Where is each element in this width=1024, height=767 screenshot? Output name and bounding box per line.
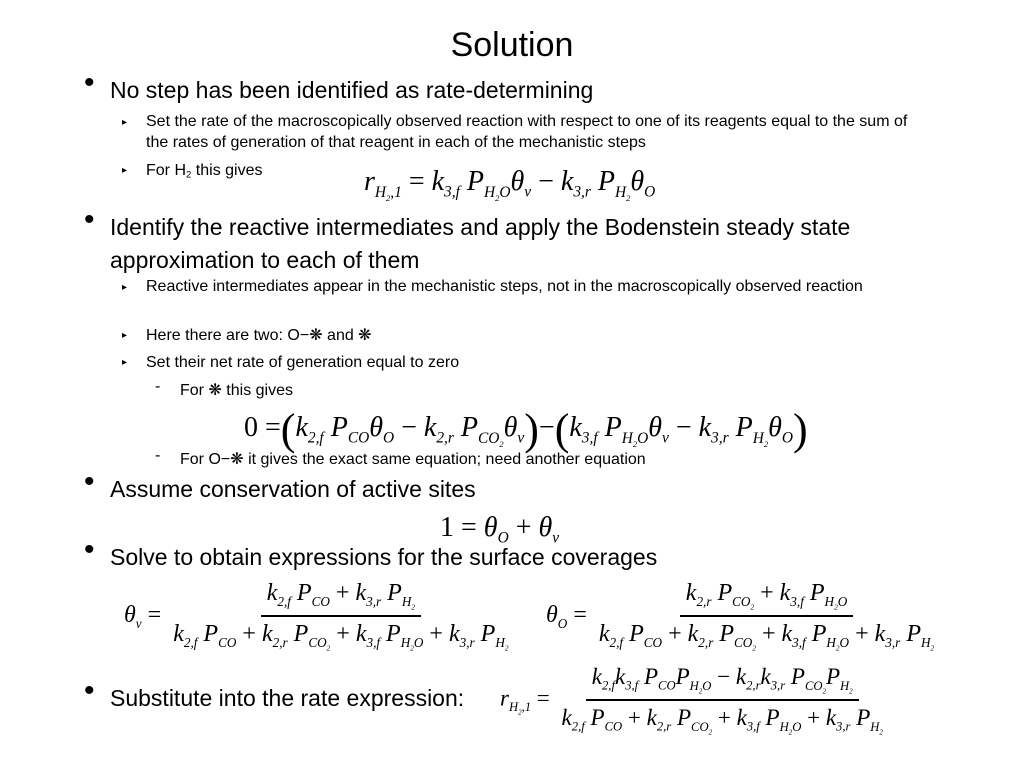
bullet-reactive-intermediates: Identify the reactive intermediates and apply the Bodenstein steady state approximation to each of them [110, 214, 851, 273]
bullet-dot-icon: • [84, 674, 95, 707]
sub-bullet-for-h2: For H2 this gives [146, 162, 263, 181]
triangle-right-icon: ▸ [122, 282, 128, 293]
dash-icon: - [155, 378, 161, 395]
sub-bullet-intermediates-appear: Reactive intermediates appear in the mechanistic steps, not in the macroscopically observed reaction [146, 278, 863, 295]
bullet-substitute: Substitute into the rate expression: [110, 685, 465, 711]
dash-icon: - [155, 447, 161, 464]
sub-sub-for-o-star: For O−❋ it gives the exact same equation; need another equation [180, 451, 646, 468]
final-rate-equation: $r_{H_2,1}$ = $\frac{k_{2,f}k_{3,f} P_{CO}P_{H_2O} - k_{2,r}k_{3,r} P_{CO_2}P_{H_2}}{k_{2,f} P_{CO} + k_{2,r} P_{CO_2} + k_{3,f} P_{H_2O} + k_{3,r} P_{H_2}}$ [500, 664, 883, 737]
sub-bullet-two-intermediates: Here there are two: O−❋ and ❋ [146, 327, 372, 344]
rate-equation-h2: $r_{H_2,1} = k_{3,f}$ $P_{H_2O}\theta_v - k_{3,r}$ $P_{H_2}\theta_O$ [364, 166, 656, 203]
sub-bullet-set-rate: Set the rate of the macroscopically observed reaction with respect to one of its reagents equal to the sum of the rates of generation of that reagent in each of the mechanistic steps [146, 113, 908, 151]
bullet-conservation: Assume conservation of active sites [110, 476, 476, 502]
page-title: Solution [450, 26, 574, 64]
theta-o-equation: $\theta_O$ = $\frac{k_{2,r} P_{CO_2} + k_{3,f} P_{H_2O}}{k_{2,f} P_{CO} + k_{2,r} P_{CO_2} + k_{3,f} P_{H_2O} + k_{3,r} P_{H_2}}$ [546, 580, 935, 653]
bullet-solve-coverages: Solve to obtain expressions for the surface coverages [110, 544, 658, 570]
theta-v-equation: $\theta_v$ = $\frac{k_{2,f} P_{CO} + k_{3,r} P_{H_2}}{k_{2,f} P_{CO} + k_{2,r} P_{CO_2} + k_{3,f} P_{H_2O} + k_{3,r} P_{H_2}}$ [124, 580, 509, 653]
triangle-right-icon: ▸ [122, 165, 128, 176]
bullet-no-rate-determining: No step has been identified as rate-determining [110, 77, 594, 103]
bullet-dot-icon: • [84, 533, 95, 566]
bullet-dot-icon: • [84, 465, 95, 498]
triangle-right-icon: ▸ [122, 330, 128, 341]
bullet-dot-icon: • [84, 203, 95, 236]
bullet-dot-icon: • [84, 66, 95, 99]
sub-bullet-net-rate-zero: Set their net rate of generation equal to zero [146, 354, 460, 371]
triangle-right-icon: ▸ [122, 357, 128, 368]
steady-state-equation: $0 =(k_{2,f}$ $P_{CO}\theta_O - k_{2,r}$ $P_{CO_2}\theta_v)-(k_{3,f}$ $P_{H_2O}\theta_v - k_{3,r}$ $P_{H_2}\theta_O$) [244, 405, 808, 454]
sub-sub-for-star: For ❋ this gives [180, 382, 293, 399]
triangle-right-icon: ▸ [122, 117, 128, 128]
site-balance-equation: $1 = \theta_O + \theta_v$ [440, 512, 560, 547]
